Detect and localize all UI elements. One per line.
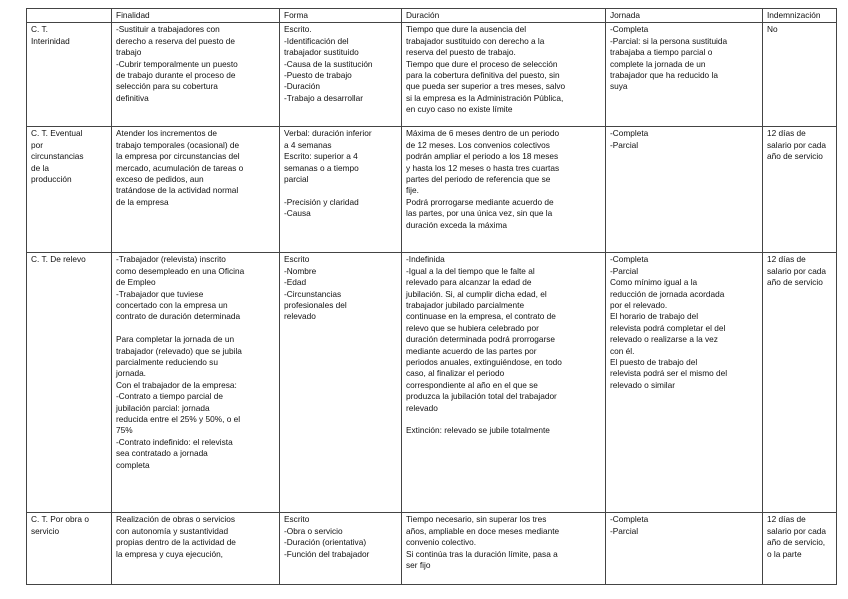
cell-line: C. T. (31, 24, 48, 35)
cell-line: -Completa (610, 514, 649, 525)
cell-line: -Causa de la sustitución (284, 58, 373, 69)
cell-line: a 4 semanas (284, 139, 332, 150)
cell-forma (280, 23, 402, 127)
cell-line: con autonomía y sustantividad (116, 525, 229, 536)
cell-jornada (606, 127, 763, 253)
cell-line: de Empleo (116, 277, 156, 288)
cell-line: -Precisión y claridad (284, 196, 359, 207)
cell-line: -Parcial: si la persona sustituida (610, 35, 728, 46)
cell-duracion (402, 127, 606, 253)
cell-line: relevo que se hubiera celebrado por (406, 322, 539, 333)
cell-contract (27, 23, 112, 127)
cell-line: 12 días de (767, 514, 806, 525)
cell-line: relevista podrá ser el mismo del (610, 368, 728, 379)
cell-line: relevado o realizarse a la vez (610, 334, 718, 345)
cell-line: relevista podrá completar el del (610, 322, 726, 333)
cell-duracion (402, 253, 606, 513)
header-cell-forma: Forma (280, 9, 402, 23)
cell-line: semanas o a tiempo (284, 162, 359, 173)
cell-line: Para completar la jornada de un (116, 334, 235, 345)
cell-line: Escrito (284, 514, 310, 525)
cell-line: reducida entre el 25% y 50%, o el (116, 414, 241, 425)
cell-line: -Completa (610, 254, 649, 265)
cell-line: Como mínimo igual a la (610, 277, 698, 288)
cell-indemnizacion (763, 253, 837, 513)
cell-line: continuase en la empresa, el contrato de (406, 311, 556, 322)
cell-line: contrato de duración determinada (116, 311, 241, 322)
cell-line: -Completa (610, 24, 649, 35)
cell-line: Tiempo que dure la ausencia del (406, 24, 527, 35)
cell-line: No (767, 24, 778, 35)
cell-line: de la (31, 162, 49, 173)
cell-line: completa (116, 459, 150, 470)
contracts-table (26, 8, 837, 585)
cell-line: en cuyo caso no existe límite (406, 104, 513, 115)
cell-line: -Puesto de trabajo (284, 70, 352, 81)
cell-line: -Función del trabajador (284, 548, 370, 559)
cell-line: 12 días de (767, 254, 806, 265)
cell-line: mercado, acumulación de tareas o (116, 162, 244, 173)
cell-contract (27, 513, 112, 585)
cell-line: que pueda ser superior a tres meses, salvo (406, 81, 566, 92)
cell-line: Tiempo necesario, sin superar los tres (406, 514, 547, 525)
cell-line: produzca la jubilación total del trabajador (406, 391, 557, 402)
cell-line: servicio (31, 525, 60, 536)
cell-line: definitiva (116, 92, 149, 103)
cell-line: sea contratado a jornada (116, 448, 208, 459)
cell-line: parcial (284, 174, 309, 185)
cell-line: las partes, por una única vez, sin que la (406, 208, 553, 219)
cell-line: por el relevado. (610, 300, 668, 311)
cell-line: la empresa y cuya ejecución, (116, 548, 223, 559)
cell-line: -Obra o servicio (284, 525, 343, 536)
cell-line: y hasta los 12 meses o hasta tres cuartas (406, 162, 560, 173)
cell-finalidad (112, 127, 280, 253)
cell-line: circunstancias (31, 151, 84, 162)
cell-contract (27, 127, 112, 253)
cell-line: o la parte (767, 548, 802, 559)
cell-line: propias dentro de la actividad de (116, 537, 236, 548)
cell-line: Si continúa tras la duración límite, pasa a (406, 548, 558, 559)
cell-line: relevado (284, 311, 316, 322)
cell-duracion (402, 23, 606, 127)
cell-line: Interinidad (31, 35, 70, 46)
cell-line: trabajador sustituido (284, 47, 359, 58)
cell-jornada (606, 23, 763, 127)
cell-line: como desempleado en una Oficina (116, 265, 245, 276)
cell-line: Realización de obras o servicios (116, 514, 235, 525)
cell-line: Podrá prorrogarse mediante acuerdo de (406, 196, 554, 207)
cell-line: derecho a reserva del puesto de (116, 35, 236, 46)
cell-line: 12 días de (767, 128, 806, 139)
cell-finalidad (112, 253, 280, 513)
cell-line: -Sustituir a trabajadores con (116, 24, 220, 35)
cell-forma (280, 127, 402, 253)
cell-line: -Identificación del (284, 35, 349, 46)
header-cell-duracion: Duración (402, 9, 606, 23)
cell-line: reducción de jornada acordada (610, 288, 725, 299)
cell-line: años, ampliable en doce meses mediante (406, 525, 560, 536)
cell-line: -Trabajador (relevista) inscrito (116, 254, 226, 265)
cell-line: Escrito. (284, 24, 312, 35)
cell-line: -Edad (284, 277, 307, 288)
cell-line: -Causa (284, 208, 311, 219)
cell-line: salario por cada (767, 139, 827, 150)
cell-line: -Parcial (610, 139, 639, 150)
cell-line: complete la jornada de un (610, 58, 706, 69)
cell-line: convenio colectivo. (406, 537, 477, 548)
cell-forma (280, 253, 402, 513)
cell-forma (280, 513, 402, 585)
cell-line: de trabajo durante el proceso de (116, 70, 236, 81)
cell-line: trabajador jubilado parcialmente (406, 300, 525, 311)
cell-line: para la cobertura definitiva del puesto, sin (406, 70, 560, 81)
cell-line: trabajaba a tiempo parcial o (610, 47, 713, 58)
cell-line: por (31, 139, 43, 150)
cell-line: producción (31, 174, 72, 185)
cell-line: Verbal: duración inferior (284, 128, 372, 139)
cell-line: -Nombre (284, 265, 317, 276)
cell-line: año de servicio (767, 277, 823, 288)
cell-line: -Completa (610, 128, 649, 139)
header-row (27, 9, 837, 23)
cell-line: caso, al finalizar el periodo (406, 368, 505, 379)
cell-line: trabajador (relevado) que se jubila (116, 345, 242, 356)
cell-line: jubilación parcial: jornada (116, 402, 210, 413)
cell-line: -Cubrir temporalmente un puesto (116, 58, 238, 69)
cell-contract (27, 253, 112, 513)
cell-line: duración determinada podrá prorrogarse (406, 334, 555, 345)
cell-jornada (606, 513, 763, 585)
cell-line: trabajador sustituido con derecho a la (406, 35, 545, 46)
cell-line: podrán ampliar el periodo a los 18 meses (406, 151, 559, 162)
cell-line: Extinción: relevado se jubile totalmente (406, 425, 550, 436)
header-cell-jornada: Jornada (606, 9, 763, 23)
cell-line: -Trabajador que tuviese (116, 288, 204, 299)
cell-line: correspondiente al año en el que se (406, 379, 538, 390)
cell-line: C. T. Por obra o (31, 514, 89, 525)
cell-line: trabajador que ha reducido la (610, 70, 718, 81)
cell-line: Escrito (284, 254, 310, 265)
cell-line: con él. (610, 345, 635, 356)
cell-line: año de servicio (767, 151, 823, 162)
cell-line: Tiempo que dure el proceso de selección (406, 58, 558, 69)
cell-line: 75% (116, 425, 133, 436)
cell-line: salario por cada (767, 525, 827, 536)
cell-line: la empresa por circunstancias del (116, 151, 240, 162)
cell-line: trabajo temporales (ocasional) de (116, 139, 240, 150)
cell-line: jubilación. Si, al cumplir dicha edad, el (406, 288, 547, 299)
cell-line: ser fijo (406, 560, 431, 571)
cell-line: -Circunstancias (284, 288, 342, 299)
cell-line: -Parcial (610, 265, 639, 276)
cell-line: selección para su cobertura (116, 81, 218, 92)
cell-line: Escrito: superior a 4 (284, 151, 358, 162)
cell-line: -Contrato indefinido: el relevista (116, 436, 233, 447)
cell-line: Máxima de 6 meses dentro de un periodo (406, 128, 560, 139)
cell-line: -Indefinida (406, 254, 445, 265)
cell-line: trabajo (116, 47, 142, 58)
header-cell-indemnizacion: Indemnización (763, 9, 837, 23)
cell-line: Con el trabajador de la empresa: (116, 379, 237, 390)
cell-jornada (606, 253, 763, 513)
cell-line: -Contrato a tiempo parcial de (116, 391, 223, 402)
table-row (27, 253, 837, 513)
cell-line: año de servicio, (767, 537, 826, 548)
blank-line (116, 323, 276, 334)
cell-line: fije. (406, 185, 419, 196)
cell-line: C. T. De relevo (31, 254, 86, 265)
cell-line: suya (610, 81, 628, 92)
cell-line: duración exceda la máxima (406, 219, 507, 230)
cell-indemnizacion (763, 23, 837, 127)
cell-line: si la empresa es la Administración Pública, (406, 92, 564, 103)
cell-line: -Trabajo a desarrollar (284, 92, 364, 103)
cell-line: -Duración (284, 81, 320, 92)
blank-line (406, 414, 602, 425)
cell-line: de 12 meses. Los convenios colectivos (406, 139, 550, 150)
cell-finalidad (112, 23, 280, 127)
cell-line: El puesto de trabajo del (610, 357, 698, 368)
cell-line: Atender los incrementos de (116, 128, 218, 139)
cell-line: profesionales del (284, 300, 347, 311)
cell-line: tratándose de la actividad normal (116, 185, 239, 196)
cell-line: mediante acuerdo de las partes por (406, 345, 537, 356)
cell-line: El horario de trabajo del (610, 311, 699, 322)
cell-line: jornada. (116, 368, 146, 379)
cell-line: relevado (406, 402, 438, 413)
table-row (27, 127, 837, 253)
cell-line: concertado con la empresa un (116, 300, 228, 311)
header-cell-finalidad: Finalidad (112, 9, 280, 23)
cell-line: -Parcial (610, 525, 639, 536)
cell-line: periodos anuales, extinguiéndose, en todo (406, 357, 562, 368)
cell-line: de la empresa (116, 196, 169, 207)
cell-line: relevado o similar (610, 379, 676, 390)
cell-line: relevado para alcanzar la edad de (406, 277, 532, 288)
cell-line: -Duración (orientativa) (284, 537, 367, 548)
table-row (27, 23, 837, 127)
cell-line: partes del periodo de referencia que se (406, 174, 551, 185)
cell-indemnizacion (763, 127, 837, 253)
blank-line (284, 185, 398, 196)
cell-line: C. T. Eventual (31, 128, 83, 139)
header-cell-empty (27, 9, 112, 23)
cell-line: reserva del puesto de trabajo. (406, 47, 516, 58)
cell-indemnizacion (763, 513, 837, 585)
cell-finalidad (112, 513, 280, 585)
cell-line: salario por cada (767, 265, 827, 276)
cell-duracion (402, 513, 606, 585)
table-row (27, 513, 837, 585)
cell-line: parcialmente reduciendo su (116, 357, 218, 368)
cell-line: -Igual a la del tiempo que le falte al (406, 265, 535, 276)
document-page (26, 8, 837, 585)
cell-line: exceso de pedidos, aun (116, 174, 204, 185)
